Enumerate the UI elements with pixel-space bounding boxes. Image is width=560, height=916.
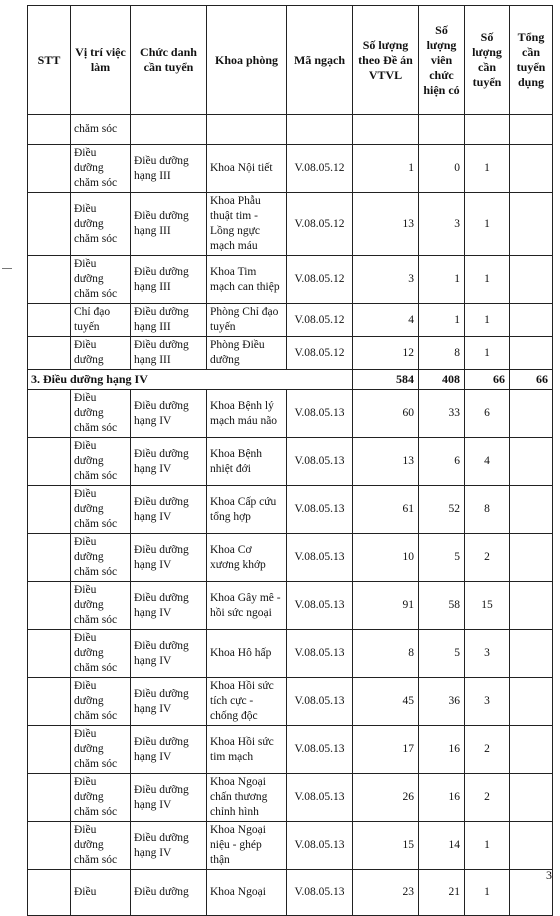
stt-cell [28, 534, 71, 582]
khoa-cell: Khoa Hồi sức tích cực - chống độc [207, 678, 287, 726]
stt-cell [28, 115, 71, 145]
stt-cell [28, 390, 71, 438]
tong-cell [510, 678, 553, 726]
cantuyen-cell: 2 [465, 534, 510, 582]
vitri-cell: Điều dưỡng chăm sóc [71, 726, 131, 774]
vitri-cell: Điều dưỡng chăm sóc [71, 438, 131, 486]
header-khoa: Khoa phòng [207, 6, 287, 115]
tong-cell [510, 822, 553, 870]
section-cantuyen: 66 [465, 370, 510, 390]
stt-cell [28, 678, 71, 726]
stt-cell [28, 630, 71, 678]
soluong-cell: 13 [353, 193, 419, 256]
soluong-cell: 13 [353, 438, 419, 486]
tong-cell [510, 115, 553, 145]
hienco-cell: 58 [419, 582, 465, 630]
soluong-cell: 60 [353, 390, 419, 438]
mangach-cell: V.08.05.13 [287, 630, 353, 678]
chucdanh-cell: Điều dưỡng hạng IV [131, 486, 207, 534]
khoa-cell: Phòng Chỉ đạo tuyến [207, 304, 287, 337]
vitri-cell: Điều dưỡng chăm sóc [71, 390, 131, 438]
page-number: 3 [546, 868, 552, 882]
table-row [28, 726, 553, 774]
table-row [28, 774, 553, 822]
mangach-cell: V.08.05.13 [287, 534, 353, 582]
soluong-cell: 45 [353, 678, 419, 726]
cantuyen-cell: 3 [465, 678, 510, 726]
soluong-cell: 8 [353, 630, 419, 678]
soluong-cell: 61 [353, 486, 419, 534]
vitri-cell: chăm sóc [71, 115, 131, 145]
mangach-cell [287, 115, 353, 145]
stt-cell [28, 774, 71, 822]
khoa-cell: Khoa Ngoại chấn thương chỉnh hình [207, 774, 287, 822]
table-row [28, 304, 553, 337]
mangach-cell: V.08.05.13 [287, 678, 353, 726]
khoa-cell: Khoa Bệnh lý mạch máu não [207, 390, 287, 438]
chucdanh-cell: Điều dưỡng hạng IV [131, 678, 207, 726]
table-row [28, 193, 553, 256]
chucdanh-cell: Điều dưỡng hạng III [131, 256, 207, 304]
header-chucdanh: Chức danh cần tuyển [131, 6, 207, 115]
table-row [28, 115, 553, 145]
header-cantuyen: Số lượng cần tuyển [465, 6, 510, 115]
soluong-cell: 10 [353, 534, 419, 582]
cantuyen-cell: 1 [465, 304, 510, 337]
stt-cell [28, 582, 71, 630]
table-row [28, 337, 553, 370]
cantuyen-cell: 4 [465, 438, 510, 486]
soluong-cell [353, 115, 419, 145]
chucdanh-cell [131, 115, 207, 145]
chucdanh-cell: Điều dưỡng hạng IV [131, 630, 207, 678]
hienco-cell: 14 [419, 822, 465, 870]
soluong-cell: 17 [353, 726, 419, 774]
chucdanh-cell: Điều dưỡng hạng III [131, 304, 207, 337]
chucdanh-cell: Điều dưỡng hạng IV [131, 726, 207, 774]
chucdanh-cell: Điều dưỡng hạng IV [131, 390, 207, 438]
cantuyen-cell: 6 [465, 390, 510, 438]
header-mangach: Mã ngạch [287, 6, 353, 115]
mangach-cell: V.08.05.13 [287, 486, 353, 534]
hienco-cell: 8 [419, 337, 465, 370]
hienco-cell: 36 [419, 678, 465, 726]
vitri-cell: Điều dưỡng chăm sóc [71, 630, 131, 678]
mangach-cell: V.08.05.12 [287, 337, 353, 370]
cantuyen-cell: 1 [465, 822, 510, 870]
chucdanh-cell: Điều dưỡng hạng IV [131, 582, 207, 630]
cantuyen-cell: 1 [465, 193, 510, 256]
soluong-cell: 4 [353, 304, 419, 337]
cantuyen-cell: 2 [465, 774, 510, 822]
margin-mark [2, 268, 12, 269]
section-hienco: 408 [419, 370, 465, 390]
hienco-cell: 16 [419, 726, 465, 774]
mangach-cell: V.08.05.13 [287, 438, 353, 486]
cantuyen-cell: 1 [465, 145, 510, 193]
tong-cell [510, 390, 553, 438]
section-soluong: 584 [353, 370, 419, 390]
soluong-cell: 26 [353, 774, 419, 822]
chucdanh-cell: Điều dưỡng hạng IV [131, 774, 207, 822]
header-hienco: Số lượng viên chức hiện có [419, 6, 465, 115]
stt-cell [28, 304, 71, 337]
hienco-cell [419, 115, 465, 145]
khoa-cell: Khoa Nội tiết [207, 145, 287, 193]
tong-cell [510, 486, 553, 534]
cantuyen-cell: 1 [465, 870, 510, 916]
chucdanh-cell: Điều dưỡng [131, 870, 207, 916]
tong-cell [510, 304, 553, 337]
soluong-cell: 1 [353, 145, 419, 193]
hienco-cell: 0 [419, 145, 465, 193]
recruitment-table [27, 5, 553, 916]
hienco-cell: 16 [419, 774, 465, 822]
hienco-cell: 5 [419, 534, 465, 582]
vitri-cell: Điều dưỡng [71, 337, 131, 370]
vitri-cell: Điều dưỡng chăm sóc [71, 534, 131, 582]
mangach-cell: V.08.05.13 [287, 870, 353, 916]
tong-cell [510, 193, 553, 256]
cantuyen-cell: 2 [465, 726, 510, 774]
khoa-cell: Khoa Hô hấp [207, 630, 287, 678]
table-row [28, 678, 553, 726]
mangach-cell: V.08.05.12 [287, 193, 353, 256]
hienco-cell: 21 [419, 870, 465, 916]
chucdanh-cell: Điều dưỡng hạng III [131, 145, 207, 193]
khoa-cell: Khoa Hồi sức tim mạch [207, 726, 287, 774]
khoa-cell: Khoa Cấp cứu tổng hợp [207, 486, 287, 534]
hienco-cell: 1 [419, 304, 465, 337]
khoa-cell: Khoa Ngoại [207, 870, 287, 916]
chucdanh-cell: Điều dưỡng hạng IV [131, 822, 207, 870]
table-row [28, 534, 553, 582]
mangach-cell: V.08.05.12 [287, 304, 353, 337]
stt-cell [28, 145, 71, 193]
header-stt: STT [28, 6, 71, 115]
table-row [28, 145, 553, 193]
header-vitri: Vị trí việc làm [71, 6, 131, 115]
section-row [28, 370, 553, 390]
soluong-cell: 3 [353, 256, 419, 304]
mangach-cell: V.08.05.13 [287, 822, 353, 870]
mangach-cell: V.08.05.13 [287, 726, 353, 774]
cantuyen-cell: 1 [465, 337, 510, 370]
vitri-cell: Điều dưỡng chăm sóc [71, 822, 131, 870]
tong-cell [510, 438, 553, 486]
section-label: 3. Điều dưỡng hạng IV [28, 370, 353, 390]
hienco-cell: 1 [419, 256, 465, 304]
cantuyen-cell: 3 [465, 630, 510, 678]
cantuyen-cell: 15 [465, 582, 510, 630]
table-row [28, 438, 553, 486]
khoa-cell: Khoa Tim mạch can thiệp [207, 256, 287, 304]
soluong-cell: 15 [353, 822, 419, 870]
tong-cell [510, 582, 553, 630]
table-row [28, 582, 553, 630]
header-tongcan: Tổng cần tuyển dụng [510, 6, 553, 115]
khoa-cell: Khoa Ngoại niệu - ghép thận [207, 822, 287, 870]
tong-cell [510, 337, 553, 370]
vitri-cell: Điều dưỡng chăm sóc [71, 256, 131, 304]
table-row [28, 630, 553, 678]
mangach-cell: V.08.05.13 [287, 390, 353, 438]
vitri-cell: Điều dưỡng chăm sóc [71, 678, 131, 726]
table-row [28, 256, 553, 304]
mangach-cell: V.08.05.12 [287, 145, 353, 193]
tong-cell [510, 630, 553, 678]
vitri-cell: Điều dưỡng chăm sóc [71, 486, 131, 534]
chucdanh-cell: Điều dưỡng hạng III [131, 337, 207, 370]
tong-cell [510, 534, 553, 582]
stt-cell [28, 256, 71, 304]
hienco-cell: 52 [419, 486, 465, 534]
stt-cell [28, 193, 71, 256]
khoa-cell: Khoa Cơ xương khớp [207, 534, 287, 582]
stt-cell [28, 486, 71, 534]
tong-cell [510, 145, 553, 193]
section-tong: 66 [510, 370, 553, 390]
header-row [28, 6, 553, 115]
stt-cell [28, 438, 71, 486]
khoa-cell [207, 115, 287, 145]
vitri-cell: Điều dưỡng chăm sóc [71, 774, 131, 822]
vitri-cell: Điều dưỡng chăm sóc [71, 193, 131, 256]
table-row [28, 822, 553, 870]
mangach-cell: V.08.05.13 [287, 774, 353, 822]
table-row [28, 870, 553, 916]
stt-cell [28, 822, 71, 870]
vitri-cell: Điều [71, 870, 131, 916]
cantuyen-cell: 1 [465, 256, 510, 304]
soluong-cell: 23 [353, 870, 419, 916]
table-row [28, 486, 553, 534]
hienco-cell: 3 [419, 193, 465, 256]
header-soluong: Số lượng theo Đề án VTVL [353, 6, 419, 115]
stt-cell [28, 870, 71, 916]
stt-cell [28, 337, 71, 370]
vitri-cell: Chỉ đạo tuyến [71, 304, 131, 337]
khoa-cell: Khoa Gây mê - hồi sức ngoại [207, 582, 287, 630]
khoa-cell: Khoa Phẫu thuật tim - Lồng ngực mạch máu [207, 193, 287, 256]
cantuyen-cell: 8 [465, 486, 510, 534]
cantuyen-cell [465, 115, 510, 145]
khoa-cell: Khoa Bệnh nhiệt đới [207, 438, 287, 486]
chucdanh-cell: Điều dưỡng hạng III [131, 193, 207, 256]
hienco-cell: 33 [419, 390, 465, 438]
tong-cell [510, 256, 553, 304]
chucdanh-cell: Điều dưỡng hạng IV [131, 534, 207, 582]
soluong-cell: 91 [353, 582, 419, 630]
chucdanh-cell: Điều dưỡng hạng IV [131, 438, 207, 486]
mangach-cell: V.08.05.12 [287, 256, 353, 304]
tong-cell [510, 726, 553, 774]
table-row [28, 390, 553, 438]
tong-cell [510, 774, 553, 822]
hienco-cell: 5 [419, 630, 465, 678]
vitri-cell: Điều dưỡng chăm sóc [71, 145, 131, 193]
hienco-cell: 6 [419, 438, 465, 486]
stt-cell [28, 726, 71, 774]
khoa-cell: Phòng Điều dưỡng [207, 337, 287, 370]
soluong-cell: 12 [353, 337, 419, 370]
mangach-cell: V.08.05.13 [287, 582, 353, 630]
vitri-cell: Điều dưỡng chăm sóc [71, 582, 131, 630]
